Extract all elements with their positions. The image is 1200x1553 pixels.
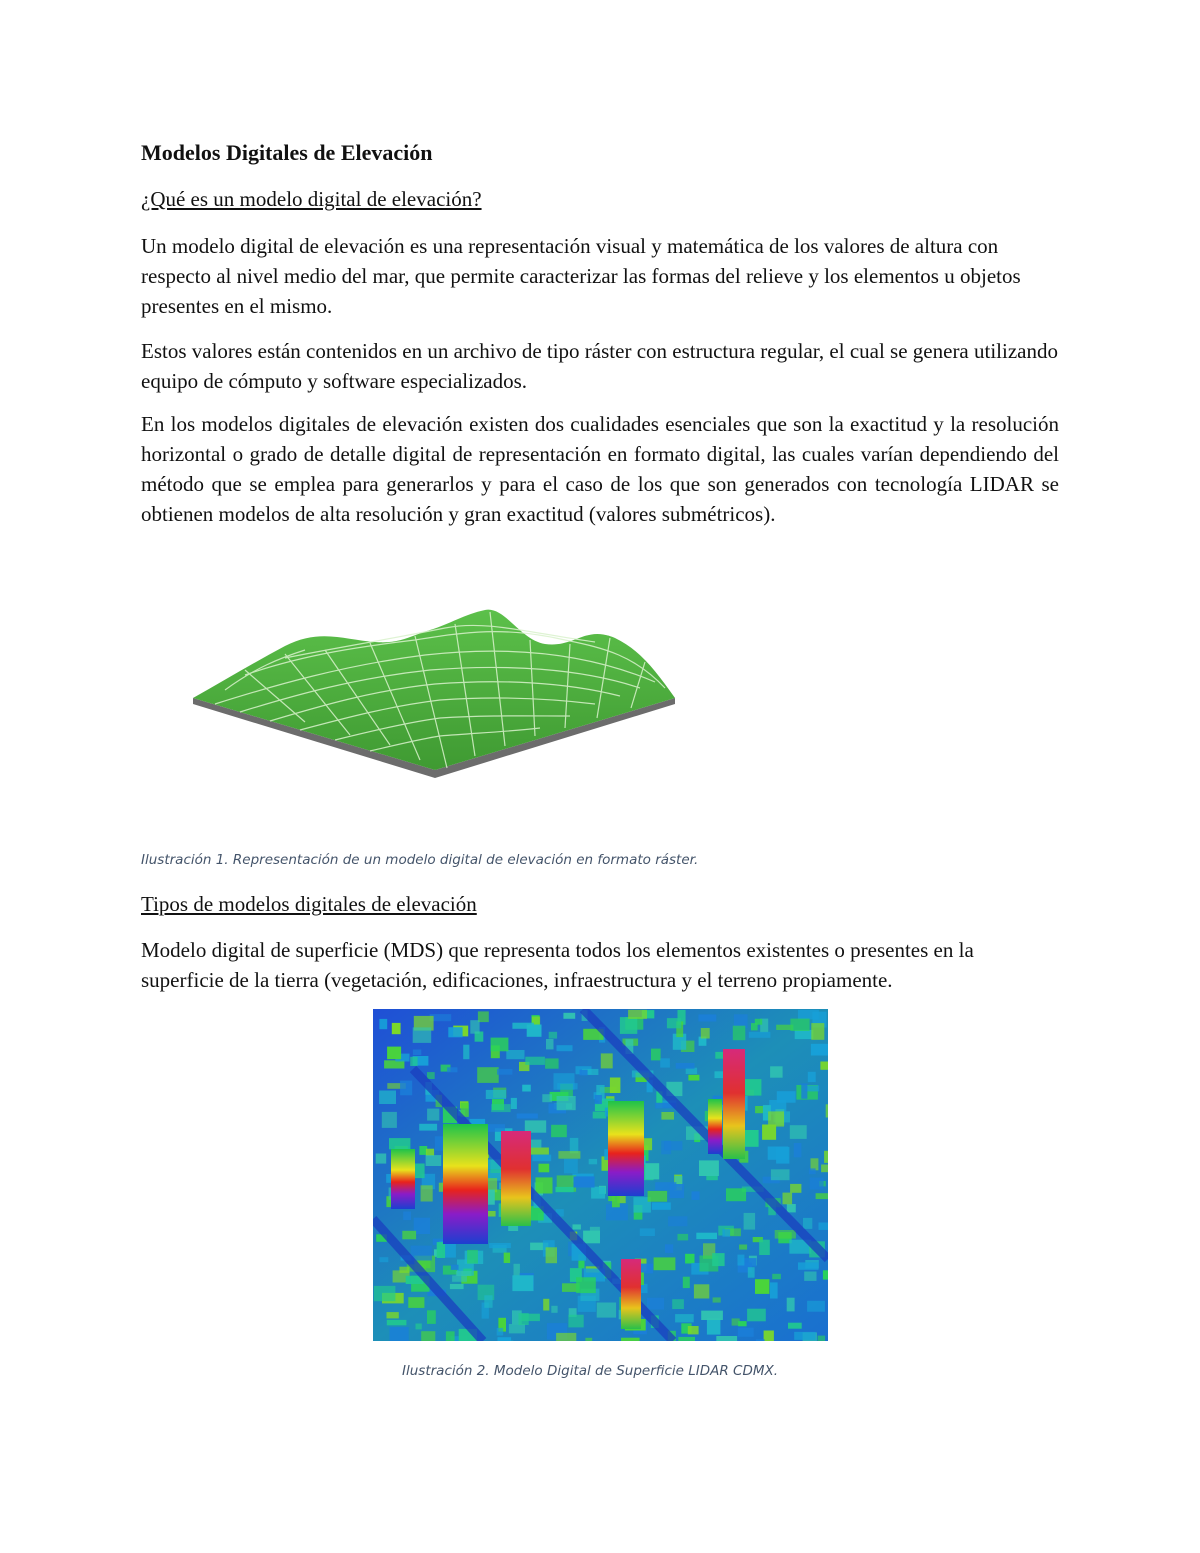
city-block	[593, 1112, 606, 1119]
city-block	[701, 1311, 723, 1320]
city-block	[557, 1045, 573, 1051]
city-block	[426, 1155, 442, 1166]
city-block	[437, 1242, 445, 1258]
city-block	[651, 1049, 661, 1061]
city-block	[576, 1277, 596, 1293]
city-block	[770, 1066, 783, 1077]
city-block	[399, 1267, 409, 1273]
city-block	[491, 1104, 510, 1112]
city-block	[768, 1111, 784, 1126]
city-block	[787, 1204, 796, 1212]
city-block	[416, 1324, 422, 1330]
city-block	[525, 1057, 545, 1065]
city-block	[447, 1067, 457, 1072]
city-block	[654, 1257, 676, 1270]
city-block	[491, 1038, 509, 1052]
city-block	[824, 1151, 828, 1163]
city-block	[522, 1314, 540, 1321]
city-block	[563, 1013, 575, 1019]
city-block	[811, 1023, 824, 1040]
city-block	[771, 1169, 790, 1180]
city-block	[819, 1223, 829, 1230]
city-block	[676, 1063, 695, 1069]
city-block	[403, 1212, 411, 1221]
city-block	[795, 1030, 814, 1039]
city-block	[413, 1027, 432, 1043]
city-block	[672, 1299, 684, 1309]
city-block	[764, 1331, 774, 1342]
city-block	[790, 1125, 807, 1139]
city-block	[823, 1270, 828, 1279]
city-block	[726, 1188, 746, 1201]
city-block	[451, 1265, 459, 1270]
city-block	[652, 1202, 671, 1209]
city-block	[744, 1213, 756, 1230]
city-block	[661, 1112, 674, 1120]
city-block	[589, 1159, 597, 1164]
city-block	[756, 1339, 765, 1341]
city-block	[389, 1138, 410, 1149]
city-block	[573, 1224, 581, 1229]
city-block	[798, 1262, 819, 1269]
city-block	[647, 1298, 664, 1310]
city-block	[408, 1297, 424, 1308]
city-block	[787, 1298, 795, 1312]
city-block	[699, 1160, 719, 1176]
city-block	[486, 1090, 506, 1099]
city-block	[542, 1094, 552, 1102]
city-block	[509, 1324, 525, 1333]
city-block	[801, 1083, 807, 1098]
city-block	[379, 1019, 387, 1029]
city-block	[713, 1297, 721, 1302]
city-block	[660, 1058, 670, 1067]
city-block	[382, 1112, 397, 1128]
city-block	[601, 1053, 613, 1068]
city-block	[488, 1124, 505, 1132]
city-block	[384, 1060, 404, 1068]
city-block	[446, 1331, 455, 1341]
lidar-surface-image	[373, 1009, 828, 1341]
city-block	[759, 1240, 770, 1255]
city-block	[427, 1072, 435, 1079]
city-block	[701, 1028, 710, 1039]
city-block	[506, 1050, 524, 1059]
city-block	[755, 1279, 769, 1294]
city-block	[798, 1010, 819, 1020]
city-block	[644, 1138, 652, 1150]
city-block	[402, 1231, 416, 1240]
city-block	[667, 1018, 681, 1028]
city-block	[722, 1229, 730, 1237]
city-block	[570, 1138, 579, 1153]
city-block	[532, 1155, 551, 1162]
city-block	[788, 1323, 802, 1329]
city-block	[747, 1309, 766, 1322]
city-block	[768, 1147, 789, 1160]
city-block	[738, 1328, 754, 1337]
city-block	[628, 1010, 647, 1019]
city-block	[826, 1104, 828, 1117]
city-block	[558, 1151, 580, 1159]
city-block	[546, 1247, 557, 1263]
city-block	[556, 1187, 574, 1192]
city-block	[739, 1245, 747, 1250]
city-block	[794, 1143, 802, 1157]
city-block	[821, 1165, 828, 1173]
city-block	[427, 1310, 436, 1324]
city-block	[511, 1098, 517, 1109]
city-block	[694, 1284, 709, 1298]
city-block	[738, 1255, 745, 1266]
city-block	[557, 1096, 576, 1110]
city-block	[707, 1318, 721, 1334]
terrain-surface-figure	[185, 570, 695, 790]
city-block	[583, 1231, 600, 1244]
city-block	[585, 1338, 592, 1341]
city-block	[811, 1044, 828, 1056]
city-block	[522, 1085, 531, 1092]
city-block	[688, 1326, 699, 1334]
document-title: Modelos Digitales de Elevación	[141, 140, 433, 165]
city-block	[683, 1277, 690, 1288]
city-block	[595, 1095, 602, 1104]
city-block	[551, 1125, 567, 1137]
city-block	[808, 1072, 816, 1082]
city-block	[379, 1091, 396, 1105]
paragraph-raster: Estos valores están contenidos en un archivo de tipo ráster con estructura regular, el cual se genera utilizando equipo de cómputo y software especializados.	[141, 339, 1058, 393]
city-block	[530, 1148, 549, 1155]
city-block	[452, 1275, 467, 1281]
city-block	[374, 1286, 396, 1301]
paragraph-qualities: En los modelos digitales de elevación existen dos cualidades esenciales que son la exactitud y la resolución horizontal o grado de detalle digital de representación en formato digital, las cuales varían dependiendo del método que se emplea para generarlos y para el caso de los que son generados con tecnología LIDAR se obtienen modelos de alta resolución y gran exactitud (valores submétricos).	[141, 412, 1059, 526]
city-block	[716, 1336, 737, 1341]
city-block	[568, 1315, 583, 1328]
city-block	[426, 1149, 434, 1156]
city-block	[546, 1039, 554, 1049]
city-block	[818, 1336, 826, 1341]
city-block	[498, 1337, 512, 1341]
city-block	[497, 1069, 512, 1075]
city-block	[392, 1023, 401, 1034]
city-block	[421, 1185, 433, 1201]
city-block	[597, 1303, 616, 1318]
city-block	[688, 1075, 699, 1081]
city-block	[554, 1073, 575, 1090]
city-block	[545, 1058, 559, 1068]
city-block	[678, 1337, 695, 1341]
city-block	[648, 1191, 668, 1202]
city-block	[448, 1027, 462, 1037]
city-block	[715, 1052, 723, 1059]
city-block	[645, 1163, 659, 1179]
city-block	[751, 1023, 758, 1030]
city-block	[698, 1014, 716, 1021]
city-block	[668, 1216, 687, 1226]
city-block	[551, 1306, 557, 1313]
city-block	[749, 1032, 771, 1038]
section-heading-definition: ¿Qué es un modelo digital de elevación?	[141, 187, 482, 211]
city-block	[664, 1141, 682, 1150]
city-block	[512, 1023, 534, 1029]
city-block	[692, 1191, 700, 1200]
city-block	[536, 1177, 553, 1193]
city-block	[467, 1250, 478, 1264]
city-block	[678, 1234, 689, 1241]
city-block	[580, 1070, 588, 1076]
paragraph-mds: Modelo digital de superficie (MDS) que representa todos los elementos existentes o presentes en la superficie de la tierra (vegetación, edificaciones, infraestructura y el terreno propiamente.	[141, 938, 974, 992]
city-block	[775, 1230, 796, 1239]
city-block	[376, 1154, 387, 1164]
city-block	[556, 1333, 576, 1341]
city-block	[477, 1067, 499, 1083]
city-block	[387, 1047, 401, 1060]
city-block	[512, 1275, 533, 1291]
city-block	[456, 1271, 472, 1276]
city-block	[733, 1026, 746, 1041]
city-block	[419, 1124, 437, 1131]
city-block	[820, 1062, 828, 1070]
city-block	[804, 1272, 816, 1281]
city-block	[497, 1328, 503, 1336]
city-block	[810, 1178, 824, 1190]
city-block	[379, 1257, 388, 1262]
city-block	[620, 1017, 637, 1034]
city-block	[543, 1299, 549, 1311]
city-block	[574, 1176, 595, 1187]
city-block	[738, 1321, 747, 1326]
city-block	[387, 1320, 407, 1325]
city-block	[665, 1244, 673, 1253]
city-block	[794, 1332, 815, 1340]
city-block	[421, 1331, 435, 1341]
city-block	[564, 1159, 578, 1174]
city-block	[470, 1020, 479, 1033]
city-block	[675, 1314, 694, 1322]
city-block	[696, 1233, 717, 1239]
city-block	[427, 1109, 439, 1121]
lidar-surface-model-figure	[373, 1009, 828, 1341]
city-block	[410, 1057, 417, 1066]
city-block	[390, 1327, 409, 1341]
city-block	[803, 1218, 812, 1229]
city-block	[816, 1193, 828, 1199]
city-block	[539, 1164, 550, 1173]
city-block	[504, 1253, 510, 1263]
city-block	[414, 1218, 430, 1234]
city-block	[790, 1019, 809, 1031]
city-block	[770, 1282, 778, 1298]
city-block	[655, 1182, 676, 1190]
figure-caption-1: Ilustración 1. Representación de un modelo digital de elevación en formato ráster.	[141, 852, 699, 868]
city-block	[489, 1243, 511, 1248]
figure-caption-2: Ilustración 2. Modelo Digital de Superficie LIDAR CDMX.	[402, 1363, 779, 1379]
city-block	[549, 1032, 557, 1039]
city-block	[484, 1295, 492, 1308]
city-block	[712, 1253, 724, 1266]
city-block	[529, 1140, 541, 1148]
city-block	[450, 1284, 464, 1289]
city-block	[748, 1267, 755, 1278]
city-block	[745, 1079, 762, 1096]
city-block	[640, 1228, 655, 1236]
paragraph-definition: Un modelo digital de elevación es una representación visual y matemática de los valores de altura con respecto al nivel medio del mar, que permite caracterizar las formas del relieve y los elementos u objetos presentes en el mismo.	[141, 234, 1021, 318]
city-block	[525, 1120, 546, 1132]
city-block	[610, 1078, 621, 1094]
city-block	[387, 1312, 399, 1318]
city-block	[608, 1196, 615, 1202]
section-heading-types: Tipos de modelos digitales de elevación	[141, 892, 477, 916]
city-block	[621, 1338, 640, 1341]
city-block	[772, 1274, 781, 1279]
city-block	[783, 1193, 793, 1205]
city-block	[463, 1045, 469, 1060]
city-block	[591, 1187, 605, 1199]
city-block	[517, 1114, 538, 1119]
city-block	[807, 1301, 825, 1312]
city-block	[762, 1125, 776, 1140]
city-block	[790, 1184, 801, 1193]
city-block	[400, 1081, 412, 1096]
city-block	[413, 1050, 421, 1056]
city-block	[809, 1168, 816, 1174]
city-block	[685, 1254, 694, 1264]
